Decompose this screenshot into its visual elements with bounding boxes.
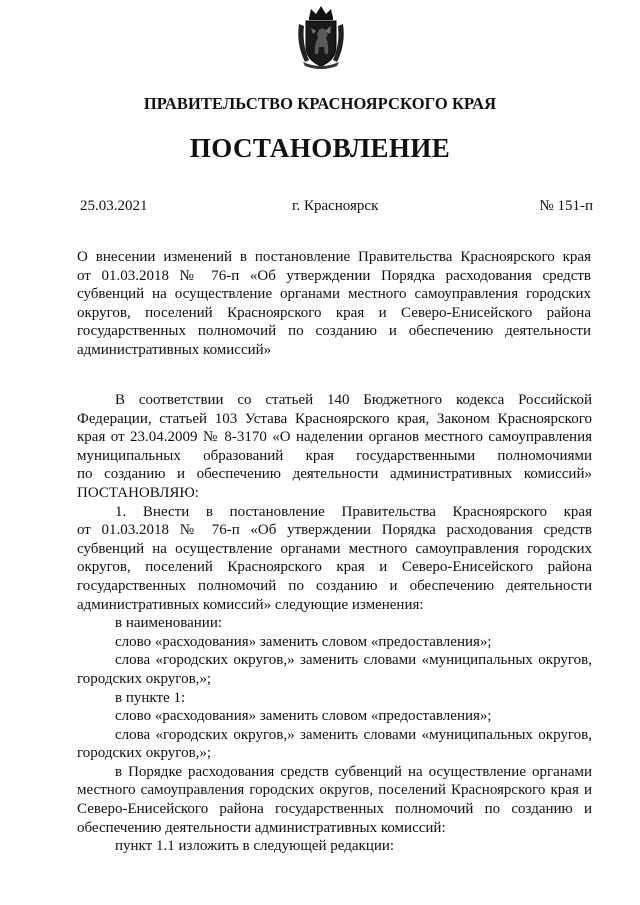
text-line: слова «городских округов,» заменить словами «муниципальных округов, [115,726,592,743]
preamble-paragraph [77,391,592,484]
replacement-line: слово «расходования» заменить словом «предоставления»; [115,708,492,725]
replacement-line: слово «расходования» заменить словом «предоставления»; [115,633,492,650]
text-line: административных комиссий» следующие изменения: [77,596,424,613]
text-line: от 01.03.2018 № 76-п «Об утверждении Порядка расходования средств [77,522,592,539]
text-line: государственных полномочий по созданию и обеспечению деятельности [77,577,592,594]
text-line: 1. Внести в постановление Правительства Красноярского края [115,503,592,520]
document-city: г. Красноярск [292,198,379,214]
text-line: Федерации, статьей 103 Устава Красноярского края, Законом Красноярского [77,410,592,427]
text-line: в Порядке расходования средств субвенций на осуществление органами [115,763,592,780]
text-line: края от 23.04.2009 № 8-3170 «О наделении органов местного самоуправления [77,429,592,446]
text-line: Северо-Енисейского района государственных полномочий по созданию и [77,801,592,818]
subject-line: административных комиссий» [77,341,272,358]
document-type: ПОСТАНОВЛЕНИЕ [189,133,451,163]
document-date: 25.03.2021 [80,198,148,214]
item-1-paragraph [77,503,592,615]
subject-line: О внесении изменений в постановление Правительства Красноярского края [77,249,591,265]
replacement-paragraph [77,726,592,763]
text-line: городских округов,»; [77,670,212,687]
government-title: ПРАВИТЕЛЬСТВО КРАСНОЯРСКОГО КРАЯ [143,94,497,113]
text-line: слова «городских округов,» заменить словами «муниципальных округов, [115,652,592,669]
document-number: № 151-п [539,198,593,214]
text-line: В соответствии со статьей 140 Бюджетного кодекса Российской [115,392,592,408]
point-1-1-line: пункт 1.1 изложить в следующей редакции: [115,838,395,855]
krasnoyarsk-coat-of-arms-icon [295,4,347,70]
subject-line: субвенций на осуществление органами местного самоуправления городских [77,286,591,303]
in-point-1-heading: в пункте 1: [115,689,186,706]
text-line: по созданию и обеспечению деятельности административных комиссий» [77,466,592,483]
text-line: городских округов,»; [77,745,212,762]
text-line: местного самоуправления городских округов, поселений Красноярского края и [77,782,592,799]
text-line: обеспечению деятельности административных комиссий: [77,819,446,836]
document-subject [77,248,591,360]
in-name-heading: в наименовании: [115,615,223,632]
subject-line: государственных полномочий по созданию и обеспечению деятельности [77,323,591,340]
resolve-word: ПОСТАНОВЛЯЮ: [77,484,199,501]
order-paragraph [77,763,592,837]
subject-line: округов, поселений Красноярского края и Северо-Енисейского района [77,304,591,321]
replacement-paragraph [77,651,592,688]
text-line: округов, поселений Красноярского края и Северо-Енисейского района [77,559,592,576]
document-body [77,391,592,856]
text-line: субвенций на осуществление органами местного самоуправления городских [77,540,592,557]
subject-line: от 01.03.2018 № 76-п «Об утверждении Порядка расходования средств [77,267,591,284]
text-line: муниципальных образований края государственными полномочиями [77,447,592,464]
